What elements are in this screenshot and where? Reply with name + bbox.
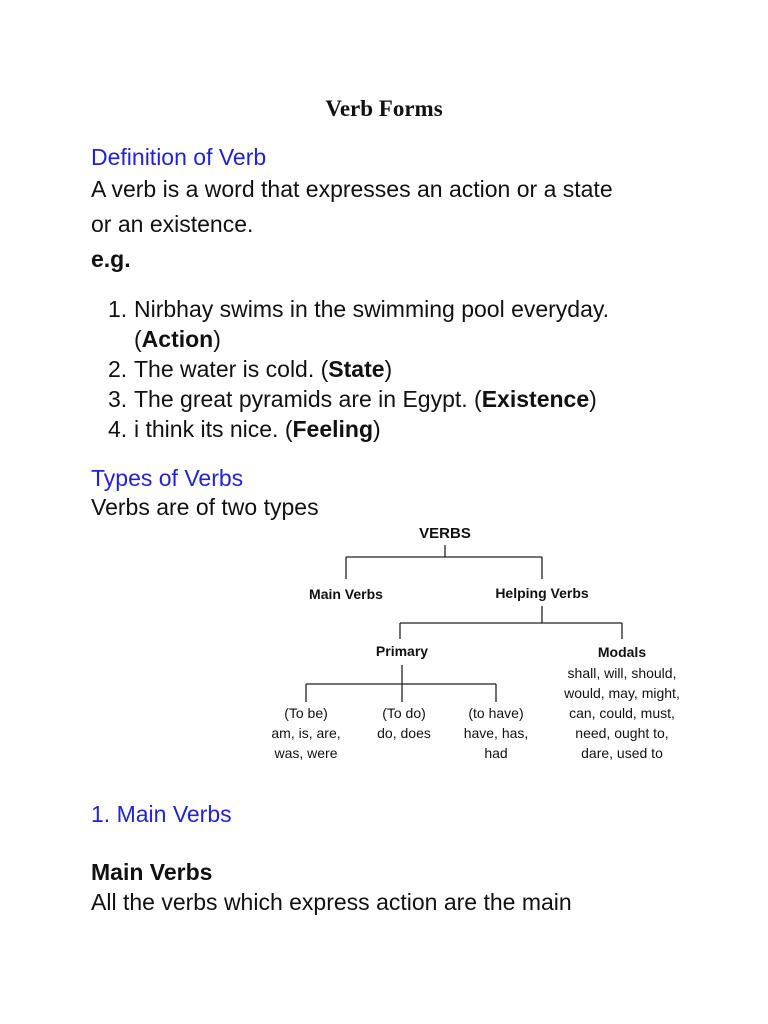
example-paren-close: )	[213, 326, 221, 352]
to-have-line: had	[484, 745, 508, 761]
main-verbs-section-heading: 1. Main Verbs	[91, 801, 232, 827]
types-heading: Types of Verbs	[91, 465, 244, 491]
diagram-main-verbs-label: Main Verbs	[309, 586, 383, 602]
modal-line: need, ought to,	[575, 725, 669, 741]
example-paren-close: )	[384, 356, 393, 382]
to-do-line: do, does	[377, 725, 431, 741]
example-tag: Action	[141, 326, 214, 352]
main-verbs-text: All the verbs which express action are the main	[91, 889, 572, 915]
diagram-helping-verbs-label: Helping Verbs	[495, 585, 589, 601]
definition-line-1: A verb is a word that expresses an action or a state	[91, 176, 613, 202]
list-number: 4.	[108, 416, 128, 442]
modal-line: would, may, might,	[564, 685, 680, 701]
diagram-primary-label: Primary	[375, 643, 429, 659]
diagram-modals-label: Modals	[597, 644, 647, 660]
list-number: 3.	[108, 386, 128, 412]
types-intro: Verbs are of two types	[91, 494, 319, 520]
example-tag: Feeling	[292, 416, 374, 442]
modal-line: dare, used to	[581, 745, 663, 761]
example-text: The great pyramids are in Egypt. (	[134, 386, 482, 412]
verb-types-diagram	[250, 515, 700, 775]
document-title: Verb Forms	[325, 96, 443, 121]
to-do-line: (To do)	[382, 705, 426, 721]
to-be-line: (To be)	[284, 705, 328, 721]
to-have-line: (to have)	[468, 705, 524, 721]
to-be-line: am, is, are,	[271, 725, 341, 741]
modal-line: can, could, must,	[569, 705, 675, 721]
example-text: i think its nice. (	[134, 416, 293, 442]
list-number: 1.	[108, 296, 128, 322]
list-item	[108, 384, 708, 414]
example-paren-close: )	[589, 386, 597, 412]
example-tag: Existence	[481, 386, 590, 412]
modal-line: shall, will, should,	[567, 665, 677, 681]
to-be-line: was, were	[274, 745, 338, 761]
example-paren-close: )	[373, 416, 381, 442]
diagram-root-label: VERBS	[419, 525, 471, 542]
example-text: The water is cold. (	[134, 356, 329, 382]
list-item	[108, 354, 708, 384]
example-paren-open: (	[134, 326, 142, 352]
list-item	[108, 294, 708, 354]
main-verbs-subheading: Main Verbs	[91, 859, 213, 885]
list-item	[108, 414, 708, 444]
definition-heading: Definition of Verb	[91, 144, 267, 170]
list-number: 2.	[108, 356, 128, 382]
example-tag: State	[328, 356, 385, 382]
example-label: e.g.	[91, 246, 131, 272]
to-have-line: have, has,	[463, 725, 529, 741]
examples-list	[108, 294, 708, 444]
example-text: Nirbhay swims in the swimming pool everyday.	[134, 296, 610, 322]
definition-line-2: or an existence.	[91, 211, 254, 237]
